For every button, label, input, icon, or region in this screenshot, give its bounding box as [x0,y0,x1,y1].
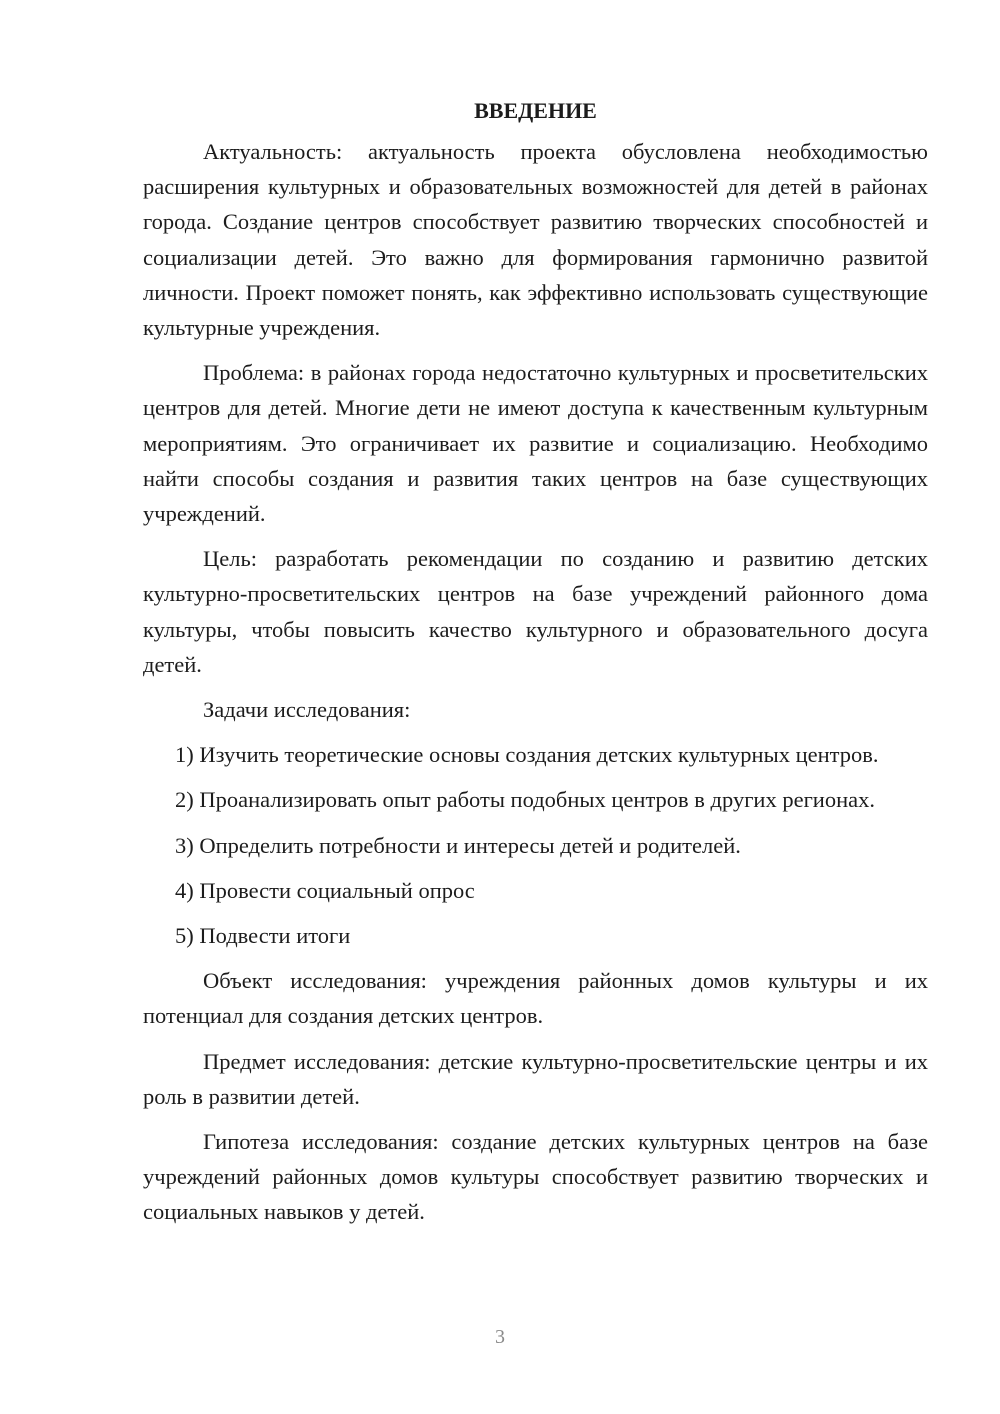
object-paragraph: Объект исследования: учреждения районных домов культуры и их потенциал для создания детских центров. [143,968,928,1029]
subject-paragraph: Предмет исследования: детские культурно-просветительские центры и их роль в развитии детей. [143,1048,928,1109]
hypothesis-paragraph: Гипотеза исследования: создание детских культурных центров на базе учреждений районных домов культуры способствует развитию творческих и социальных навыков у детей. [143,1129,928,1225]
task-item-2: 2) Проанализировать опыт работы подобных центров в других регионах. [175,787,876,813]
task-item-3: 3) Определить потребности и интересы детей и родителей. [175,832,741,858]
tasks-heading: Задачи исследования: [203,697,411,723]
page-number: 3 [495,1326,505,1348]
task-item-1: 1) Изучить теоретические основы создания детских культурных центров. [175,742,879,768]
task-item-4: 4) Провести социальный опрос [175,877,475,903]
problem-paragraph: Проблема: в районах города недостаточно культурных и просветительских центров для детей. Многие дети не имеют доступа к качественным культурным мероприятиям. Это ограничивает их развитие и социализацию. Необходимо найти способы создания и развития таких центров на базе существующих учреждений. [143,360,928,527]
goal-paragraph: Цель: разработать рекомендации по созданию и развитию детских культурно-просветительских центров на базе учреждений районного дома культуры, чтобы повысить качество культурного и образовательного досуга детей. [143,546,928,677]
page-heading: ВВЕДЕНИЕ [474,98,597,123]
relevance-paragraph: Актуальность: актуальность проекта обусловлена необходимостью расширения культурных и образовательных возможностей для детей в районах города. Создание центров способствует развитию творческих способностей и социализации детей. Это важно для формирования гармонично развитой личности. Проект поможет понять, как эффективно использовать существующие культурные учреждения. [143,139,928,341]
page-content [143,96,928,1240]
task-item-5: 5) Подвести итоги [175,923,351,949]
